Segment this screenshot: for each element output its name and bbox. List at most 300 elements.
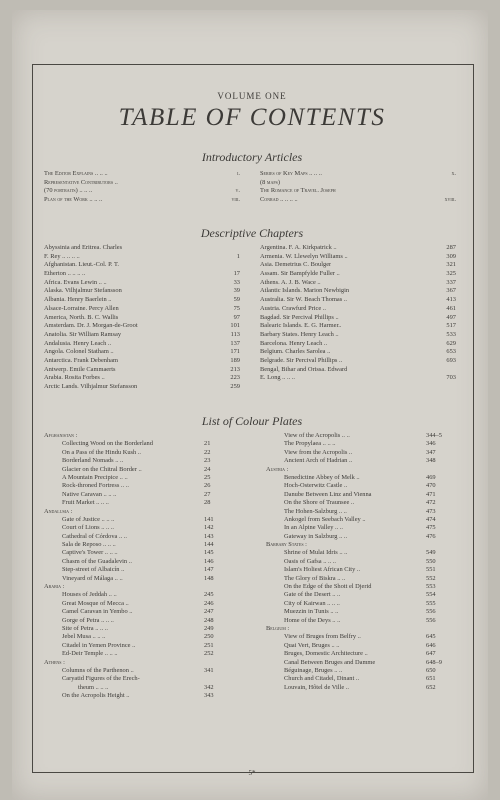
plate-entry (44, 642, 244, 650)
intro-entry-title: The Editor Explains .. .. .. (44, 170, 108, 177)
plate-page: 471 (426, 490, 436, 498)
chapter-entry-title: Belgrade. Sir Percival Phillips .. (260, 356, 343, 364)
chapter-entry-title: Antarctica. Frank Debenham (44, 356, 118, 364)
plate-page (204, 583, 236, 591)
plate-title: Columns of the Parthenon .. (62, 666, 134, 674)
plate-title: Ankogel from Seebach Valley .. (284, 515, 366, 523)
intro-entry-title: Series of Key Maps .. .. .. (260, 170, 322, 177)
chapter-entry (260, 305, 456, 314)
plate-title: In an Alpine Valley .. .. (284, 524, 343, 532)
plate-entry (44, 692, 244, 700)
intro-entry (44, 196, 240, 205)
chapter-entry (260, 340, 456, 349)
plate-title: Ed-Deir Temple .. .. .. (62, 650, 118, 658)
chapter-entry-page: 413 (446, 296, 456, 304)
plate-page: 473 (426, 507, 436, 515)
chapter-entry-title: E. Long .. .. .. (260, 374, 295, 382)
plate-title: Houses of Jeddah .. .. (62, 591, 117, 599)
intro-entry (260, 179, 456, 188)
plate-title: Site of Petra .. .. .. (62, 624, 108, 632)
plate-title: Captive's Tower .. .. .. (62, 549, 118, 557)
intro-list-right (260, 170, 456, 205)
plate-entry (44, 499, 244, 507)
plate-entry (266, 440, 466, 448)
chapter-entry-title: Armenia. W. Llewelyn Williams .. (260, 252, 348, 260)
chapter-entry-page: 703 (446, 374, 456, 382)
plate-entry (44, 449, 244, 457)
plate-title: Bruges, Domestic Architecture .. (284, 650, 368, 658)
plate-page: 554 (426, 591, 436, 599)
plate-page (426, 466, 458, 474)
plate-page: 476 (426, 532, 436, 540)
plate-title: View from the Acropolis .. (284, 448, 353, 456)
chapter-entry-page: 97 (233, 313, 240, 321)
chapter-entry (260, 279, 456, 288)
plate-title: Louvain, Hôtel de Ville .. (284, 683, 349, 691)
plate-title: Belgium : (266, 624, 290, 632)
chapter-entry (260, 366, 456, 375)
plate-page: 148 (204, 574, 214, 582)
plate-entry (266, 650, 466, 658)
plate-entry (266, 642, 466, 650)
chapter-entry-page: 653 (446, 348, 456, 356)
chapter-entry-title: Anatolia. Sir William Ramsay (44, 330, 122, 338)
plate-page: 245 (204, 591, 214, 599)
plate-title: Béguinage, Bruges .. .. (284, 666, 343, 674)
plate-entry (44, 617, 244, 625)
plate-page (426, 625, 458, 633)
plate-title: Gateway in Salzburg .. .. (284, 532, 348, 540)
plate-entry (266, 566, 466, 574)
plate-entry (44, 541, 244, 549)
plate-title: On the Shore of Traunsee .. (284, 499, 355, 507)
chapter-entry-title: Barbary States. Henry Leach .. (260, 330, 339, 338)
chapter-entry (44, 348, 240, 357)
chapter-entry-page: 367 (446, 287, 456, 295)
intro-entry (260, 170, 456, 179)
chapter-entry-title: Angola. Colonel Statham .. (44, 348, 114, 356)
chapter-entry (260, 244, 456, 253)
chapter-entry (260, 314, 456, 323)
chapter-entry (44, 261, 240, 270)
plate-entry (44, 566, 244, 574)
chapter-entry-title: Australia. Sir W. Beach Thomas .. (260, 296, 348, 304)
plate-page: 552 (426, 574, 436, 582)
chapter-entry-title: Atlantic Islands. Marion Newbigin (260, 287, 350, 295)
chapter-entry-title: Arctic Lands. Vilhjalmur Stefansson (44, 383, 138, 390)
chapter-entry (260, 357, 456, 366)
plate-page: 22 (204, 448, 211, 456)
plate-entry (266, 533, 466, 541)
plate-entry (266, 482, 466, 490)
plate-page: 556 (426, 616, 436, 624)
plate-title: Gate of the Desert .. .. (284, 591, 341, 599)
chapter-entry (44, 322, 240, 331)
plate-page: 647 (426, 650, 436, 658)
chapter-entry (260, 331, 456, 340)
intro-entry (44, 187, 240, 196)
chapter-entry (44, 296, 240, 305)
chapter-entry (44, 331, 240, 340)
intro-entry-page: x. (451, 170, 456, 177)
chapter-entry-page: 517 (446, 322, 456, 330)
plate-group-heading (44, 432, 244, 440)
plate-page: 550 (426, 557, 436, 565)
chapter-entry-page: 461 (446, 304, 456, 312)
chapter-entry (260, 253, 456, 262)
plate-page: 248 (204, 616, 214, 624)
chapter-entry-page: 17 (233, 270, 240, 278)
plate-page: 341 (204, 666, 214, 674)
intro-entry (260, 187, 456, 196)
chapter-entry (44, 366, 240, 375)
chapter-entry (44, 287, 240, 296)
intro-entry-title: Representative Contributors .. (44, 178, 118, 186)
plate-title: Great Mosque of Mecca .. (62, 599, 129, 607)
plate-title: Shrine of Mulai Idris .. .. (284, 549, 348, 557)
plate-page: 469 (426, 473, 436, 481)
intro-entry-page (453, 179, 456, 188)
plate-page: 551 (426, 566, 436, 574)
plate-entry (44, 482, 244, 490)
plate-page: 474 (426, 515, 436, 523)
plate-page (204, 508, 236, 516)
chapter-entry-page: 629 (446, 339, 456, 347)
plate-page: 556 (426, 608, 436, 616)
plate-entry (266, 684, 466, 692)
plate-title: Citadel in Yemen Province .. (62, 641, 136, 649)
plate-page: 246 (204, 599, 214, 607)
chapter-entry (44, 270, 240, 279)
plate-page: 342 (204, 683, 214, 691)
intro-entry-page: xviii. (444, 196, 456, 204)
chapter-entry-page: 497 (446, 313, 456, 321)
plate-title: Step-street of Albaicín .. (62, 566, 125, 574)
plate-entry (266, 449, 466, 457)
plate-title: Austria : (266, 465, 289, 473)
chapter-entry-title: Alsace-Lorraine. Percy Allen (44, 304, 119, 312)
chapter-list-left (44, 244, 240, 392)
plate-title: Court of Lions .. .. .. (62, 524, 115, 532)
plate-title: View of Bruges from Belfry .. (284, 633, 361, 641)
intro-entry-page: viii. (231, 196, 240, 204)
section-heading-descriptive: Descriptive Chapters (200, 226, 304, 240)
chapter-entry-title: Belgium. Charles Sarolea .. (260, 348, 331, 356)
plate-entry (44, 684, 244, 692)
chapter-entry-title: Barcelona. Henry Leach .. (260, 339, 328, 347)
plate-group-heading (44, 583, 244, 591)
plate-entry (44, 457, 244, 465)
chapter-entry (44, 383, 240, 392)
plate-entry (44, 650, 244, 658)
chapter-entry (44, 357, 240, 366)
chapter-entry-page: 1 (236, 252, 240, 260)
chapter-entry (260, 270, 456, 279)
chapter-entry-page: 213 (230, 365, 240, 373)
plate-title: Athens : (44, 658, 65, 666)
plate-title: Canal Between Bruges and Damme (284, 658, 376, 666)
plate-page: 143 (204, 532, 214, 540)
plate-title: The Hohen-Salzburg .. .. (284, 507, 347, 515)
section-heading-introductory: Introductory Articles (201, 150, 303, 164)
plate-list-left (44, 432, 244, 701)
intro-entry-page (453, 187, 456, 196)
chapter-entry (44, 340, 240, 349)
plate-group-heading (266, 466, 466, 474)
plate-title: View of the Acropolis .. .. (284, 432, 350, 439)
chapter-entry-title: Bagdad. Sir Percival Phillips .. (260, 313, 339, 321)
chapter-entry-page: 259 (230, 383, 240, 390)
chapter-entry-page: 321 (446, 261, 456, 269)
chapter-entry-page: 171 (230, 348, 240, 356)
chapter-entry (44, 374, 240, 383)
plate-entry (44, 667, 244, 675)
plate-title: theum .. .. .. (78, 683, 109, 691)
chapter-entry (260, 348, 456, 357)
plate-page: 344–5 (426, 432, 442, 439)
plate-entry (44, 558, 244, 566)
plate-title: Barbary States : (266, 541, 307, 549)
plate-title: On a Pass of the Hindu Kush .. (62, 448, 141, 456)
chapter-list-right (260, 244, 456, 383)
intro-entry-title: (70 portraits) .. .. .. (44, 187, 93, 195)
intro-entry-page: v. (235, 187, 240, 195)
plate-page: 555 (426, 599, 436, 607)
plate-page: 650 (426, 666, 436, 674)
plate-entry (44, 533, 244, 541)
chapter-entry-page: 325 (446, 270, 456, 278)
plate-entry (266, 608, 466, 616)
volume-label: VOLUME ONE (217, 91, 287, 101)
plate-title: Ancient Arch of Hadrian .. (284, 457, 353, 465)
plate-title: The Glory of Biskra .. .. (284, 574, 346, 582)
page-number: 5* (248, 769, 256, 777)
chapter-entry (260, 287, 456, 296)
plate-title: Native Caravan .. .. .. (62, 490, 117, 498)
section-heading-colour: List of Colour Plates (201, 414, 303, 428)
chapter-entry-page: 223 (230, 374, 240, 382)
chapter-entry-title: Afghanistan. Lieut.-Col. P. T. (44, 261, 120, 269)
chapter-entry-title: Andalusia. Henry Leach .. (44, 339, 112, 347)
plate-page: 251 (204, 641, 214, 649)
chapter-entry (44, 314, 240, 323)
plate-group-heading (266, 541, 466, 549)
plate-group-heading (266, 625, 466, 633)
chapter-entry-page: 113 (230, 330, 240, 338)
plate-page: 470 (426, 482, 436, 490)
plate-entry (266, 659, 466, 667)
plate-page: 347 (426, 448, 436, 456)
plate-page: 24 (204, 465, 211, 473)
plate-entry (44, 633, 244, 641)
chapter-entry-page: 33 (233, 278, 240, 286)
plate-group-heading (44, 508, 244, 516)
chapter-entry-title: F. Rey .. .. .. .. (44, 252, 80, 260)
chapter-entry-title: Assam. Sir Bampfylde Fuller .. (260, 270, 340, 278)
plate-entry (266, 491, 466, 499)
plate-title: Fruit Market .. .. .. (62, 499, 109, 507)
plate-title: Cathedral of Córdova .. .. (62, 532, 127, 540)
plate-page: 23 (204, 457, 211, 465)
plate-entry (266, 516, 466, 524)
plate-title: Arabia : (44, 583, 65, 591)
plate-page: 26 (204, 482, 211, 490)
chapter-entry-page: 75 (233, 304, 240, 312)
chapter-entry-page (453, 366, 456, 375)
plate-entry (44, 600, 244, 608)
plate-entry (44, 625, 244, 633)
plate-page: 250 (204, 633, 214, 641)
plate-title: Rock-throned Fortress .. .. (62, 482, 129, 490)
plate-entry (266, 558, 466, 566)
chapter-entry-page: 189 (230, 356, 240, 364)
plate-title: Gate of Justice .. .. .. (62, 515, 115, 523)
chapter-entry-title: Athens. A. J. B. Wace .. (260, 278, 321, 286)
plate-page: 646 (426, 641, 436, 649)
chapter-entry (44, 279, 240, 288)
chapter-entry-title: Antwerp. Emile Cammaerts (44, 365, 116, 373)
intro-entry-page (237, 179, 240, 188)
plate-title: Oasis of Gafsa .. .. .. (284, 557, 337, 565)
chapter-entry-page: 309 (446, 252, 456, 260)
plate-page: 247 (204, 608, 214, 616)
plate-page: 651 (426, 675, 436, 683)
plate-page: 553 (426, 583, 436, 591)
plate-entry (266, 575, 466, 583)
plate-title: Home of the Deys .. .. (284, 616, 341, 624)
intro-entry (260, 196, 456, 205)
plate-title: Afghanistan : (44, 432, 78, 439)
chapter-entry-title: Asia. Demetrius C. Boulger (260, 261, 332, 269)
chapter-entry-title: Etherton .. .. .. .. (44, 270, 86, 278)
plate-title: Muezzin in Tunis .. .. (284, 608, 339, 616)
plate-page: 252 (204, 650, 214, 658)
plate-entry (44, 474, 244, 482)
plate-entry (266, 583, 466, 591)
plate-entry (266, 591, 466, 599)
chapter-entry-page: 39 (233, 287, 240, 295)
plate-title: Benedictine Abbey of Melk .. (284, 473, 360, 481)
plate-entry (266, 675, 466, 683)
chapter-entry-page: 101 (230, 322, 240, 330)
plate-title: Danube Between Linz and Vienna (284, 490, 372, 498)
plate-page: 549 (426, 549, 436, 557)
chapter-entry-title: Austria. Crawfurd Price .. (260, 304, 327, 312)
plate-title: Vineyard of Málaga .. .. (62, 574, 123, 582)
chapter-entry (44, 305, 240, 314)
plate-entry (266, 432, 466, 440)
plate-page: 144 (204, 541, 214, 549)
chapter-entry (260, 296, 456, 305)
chapter-entry-page: 533 (446, 330, 456, 338)
plate-page: 28 (204, 499, 211, 507)
page-title: TABLE OF CONTENTS (118, 104, 386, 131)
plate-title: Collecting Wood on the Borderland (62, 440, 153, 448)
chapter-entry-title: Arabia. Rosita Forbes .. (44, 374, 105, 382)
plate-group-heading (44, 659, 244, 667)
plate-page: 141 (204, 515, 214, 523)
chapter-entry (260, 322, 456, 331)
plate-title: Andalusia : (44, 507, 73, 515)
chapter-entry-title: Africa. Evans Lewin .. .. (44, 278, 107, 286)
plate-title: Islam's Holiest African City .. (284, 566, 361, 574)
plate-entry (266, 508, 466, 516)
chapter-entry-page: 337 (446, 278, 456, 286)
plate-title: Quai Vert, Bruges .. .. (284, 641, 340, 649)
chapter-entry-page (237, 244, 240, 253)
chapter-entry-title: Alaska. Vilhjalmur Stefansson (44, 287, 122, 295)
plate-page (204, 675, 236, 683)
plate-page: 475 (426, 524, 436, 532)
plate-title: City of Kairwan .. .. .. (284, 599, 340, 607)
chapter-entry (44, 253, 240, 262)
plate-title: Church and Citadel, Dinant .. (284, 675, 360, 683)
plate-list-right (266, 432, 466, 692)
chapter-entry-title: Abyssinia and Eritrea. Charles (44, 244, 123, 251)
plate-title: On the Edge of the Shott el Djerid (284, 583, 372, 591)
intro-entry-title: Conrad .. .. .. .. (260, 196, 298, 204)
plate-title: Camel Caravan in Yembo .. (62, 608, 133, 616)
plate-entry (266, 633, 466, 641)
plate-entry (266, 667, 466, 675)
plate-page: 25 (204, 473, 211, 481)
plate-page: 21 (204, 440, 211, 448)
plate-title: On the Acropolis Height .. (62, 692, 130, 700)
plate-page: 645 (426, 633, 436, 641)
plate-page (204, 432, 236, 440)
plate-entry (44, 516, 244, 524)
plate-page: 472 (426, 499, 436, 507)
chapter-entry-page: 287 (446, 244, 456, 251)
chapter-entry-title: Amsterdam. Dr. J. Morgan-de-Groot (44, 322, 138, 330)
intro-entry-title: The Romance of Travel. Joseph (260, 187, 336, 195)
plate-title: Glacier on the Chitral Border .. (62, 465, 142, 473)
chapter-entry-page (237, 261, 240, 270)
plate-page: 348 (426, 457, 436, 465)
plate-entry (44, 575, 244, 583)
plate-title: Chasm of the Guadalevin .. (62, 557, 132, 565)
chapter-entry-title: Albania. Henry Baerlein .. (44, 296, 112, 304)
intro-entry (44, 179, 240, 188)
plate-entry (44, 440, 244, 448)
intro-entry-page: i. (237, 170, 240, 177)
chapter-entry-page: 137 (230, 339, 240, 347)
plate-entry (266, 549, 466, 557)
plate-title: The Propylaea .. .. .. (284, 440, 336, 448)
plate-entry (266, 457, 466, 465)
plate-entry (44, 608, 244, 616)
plate-page: 343 (204, 692, 214, 700)
plate-page: 652 (426, 683, 436, 691)
plate-page (426, 541, 458, 549)
plate-page: 249 (204, 624, 214, 632)
plate-page (204, 659, 236, 667)
plate-title: Borderland Nomads .. .. (62, 457, 124, 465)
plate-title: Jebel Musa .. .. .. (62, 633, 106, 641)
plate-page: 27 (204, 490, 211, 498)
plate-entry (266, 474, 466, 482)
intro-list-left (44, 170, 240, 205)
intro-entry-title: (8 maps) (260, 178, 280, 186)
chapter-entry-title: Argentina. F. A. Kirkpatrick .. (260, 244, 337, 251)
chapter-entry-page: 693 (446, 356, 456, 364)
chapter-entry-title: Bengal, Bihar and Orissa. Edward (260, 365, 348, 373)
intro-entry-title: Plan of the Work .. .. .. (44, 196, 103, 204)
chapter-entry (44, 244, 240, 253)
chapter-entry-title: America, North. B. C. Wallis (44, 313, 119, 321)
plate-page: 142 (204, 524, 214, 532)
plate-title: A Mountain Precipice .. .. (62, 473, 128, 481)
